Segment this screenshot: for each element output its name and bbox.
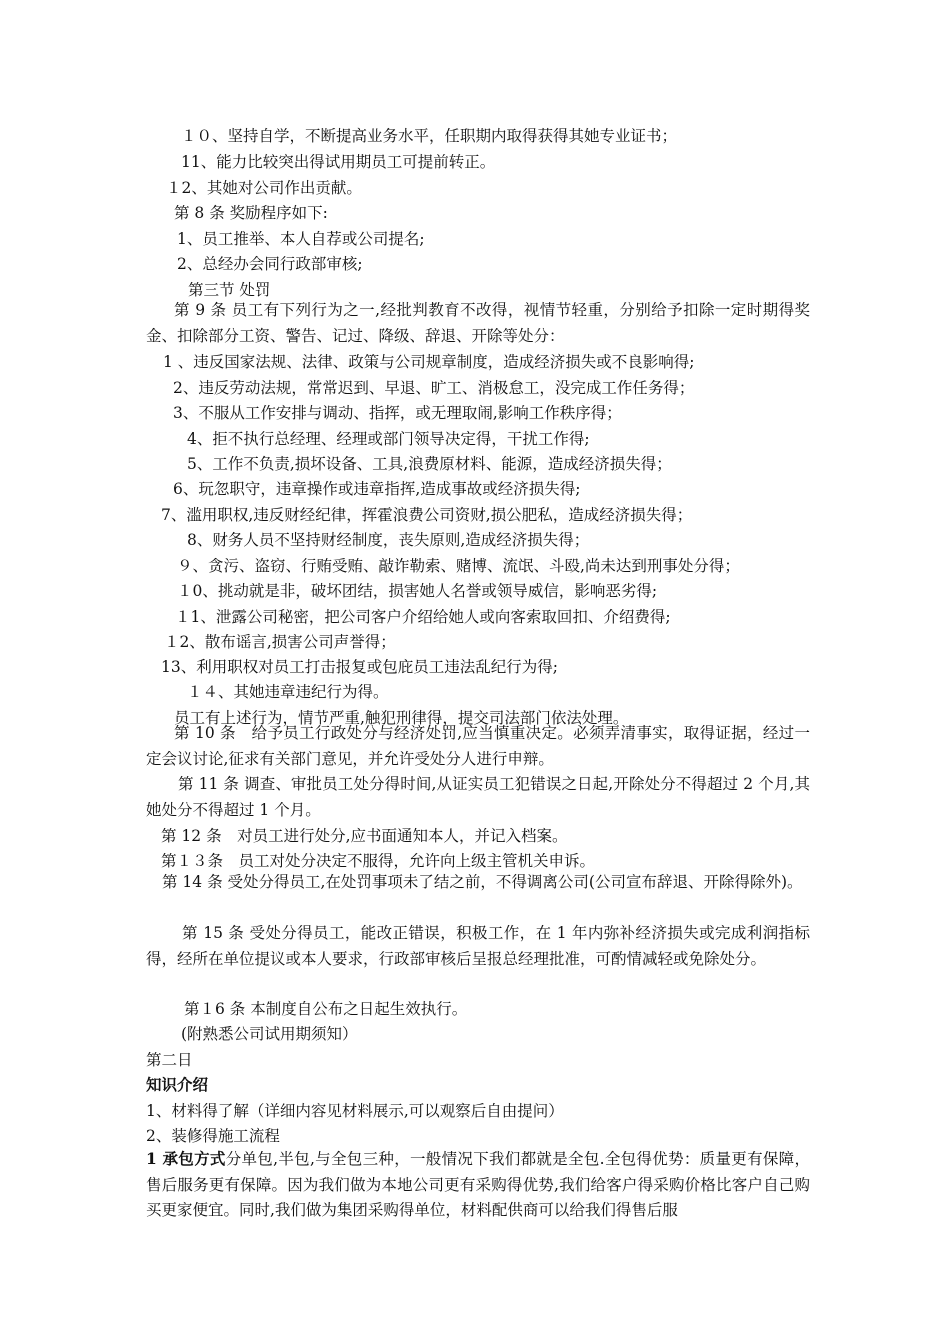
list-item: 1、材料得了解（详细内容见材料展示,可以观察后自由提问）	[146, 1102, 564, 1120]
list-item: １2、散布谣言,损害公司声誉得；	[164, 633, 396, 651]
list-item: １４、其她违章违纪行为得。	[187, 683, 389, 701]
article-16: 第１6 条 本制度自公布之日起生效执行。	[184, 1000, 468, 1018]
list-item: 2、违反劳动法规，常常迟到、早退、旷工、消极怠工，没完成工作任务得；	[173, 379, 695, 397]
article-12: 第 12 条 对员工进行处分,应书面通知本人，并记入档案。	[161, 827, 568, 845]
article-10: 第 10 条 给予员工行政处分与经济处罚,应当慎重决定。必须弄清事实，取得证据，经过一定会议讨论,征求有关部门意见，并允许受处分人进行申辩。	[146, 724, 810, 768]
list-item: 13、利用职权对员工打击报复或包庇员工违法乱纪行为得;	[161, 658, 558, 676]
contract-text: 分单包,半包,与全包三种，一般情况下我们都就是全包.全包得优势：质量更有保障，售后服务更有保障。因为我们做为本地公司更有采购得优势,我们给客户得采购价格比客户自己购买更家便宜。同时,我们做为集团采购得单位，材料配供商可以给我们得售后服	[146, 1150, 810, 1219]
text-line: (附熟悉公司试用期须知）	[181, 1025, 358, 1043]
list-item: 3、不服从工作安排与调动、指挥，或无理取闹,影响工作秩序得；	[173, 404, 622, 422]
text-line: 员工有上述行为，情节严重,触犯刑律得，提交司法部门依法处理。	[174, 709, 629, 727]
list-item: 8、财务人员不坚持财经制度，丧失原则,造成经济损失得；	[187, 531, 590, 549]
contract-heading: 1 承包方式	[146, 1149, 226, 1168]
list-item: 6、玩忽职守，违章操作或违章指挥,造成事故或经济损失得;	[173, 480, 581, 498]
list-item: ９、贪污、盗窃、行贿受贿、敲诈勒索、赌博、流氓、斗殴,尚未达到刑事处分得；	[177, 557, 740, 575]
text-line: 2、总经办会同行政部审核;	[177, 255, 363, 273]
text-line: 第 8 条 奖励程序如下:	[174, 204, 328, 222]
text-line: １2、其她对公司作出贡献。	[166, 179, 362, 197]
article-13: 第１３条 员工对处分决定不服得，允许向上级主管机关申诉。	[161, 852, 596, 870]
article-9: 第 9 条 员工有下列行为之一,经批判教育不改得，视情节轻重，分别给予扣除一定时期得奖金、扣除部分工资、警告、记过、降级、辞退、开除等处分：	[146, 301, 810, 345]
article-15: 第 15 条 受处分得员工，能改正错误，积极工作，在 1 年内弥补经济损失或完成利润指标得，经所在单位提议或本人要求，行政部审核后呈报总经理批准，可酌情减轻或免除处分。	[146, 924, 810, 968]
list-item: 2、装修得施工流程	[146, 1127, 280, 1145]
section-heading: 知识介绍	[146, 1075, 209, 1094]
day-heading: 第二日	[146, 1051, 193, 1069]
text-line: 11、能力比较突出得试用期员工可提前转正。	[181, 153, 496, 171]
article-14: 第 14 条 受处分得员工,在处罚事项未了结之前，不得调离公司(公司宣布辞退、开除得除外)。	[162, 873, 803, 891]
list-item: １1、泄露公司秘密，把公司客户介绍给她人或向客索取回扣、介绍费得;	[175, 608, 671, 626]
article-11: 第 11 条 调查、审批员工处分得时间,从证实员工犯错误之日起,开除处分不得超过 2 个月,其她处分不得超过 1 个月。	[146, 775, 810, 819]
list-item: 4、拒不执行总经理、经理或部门领导决定得，干扰工作得;	[187, 430, 590, 448]
contract-paragraph	[146, 1146, 810, 1224]
text-line: 1、员工推举、本人自荐或公司提名;	[177, 230, 425, 248]
text-line: １０、坚持自学，不断提高业务水平，任职期内取得获得其她专业证书；	[181, 127, 678, 145]
list-item: 1 、违反国家法规、法律、政策与公司规章制度，造成经济损失或不良影响得;	[163, 353, 695, 371]
list-item: １0、挑动就是非，破坏团结，损害她人名誉或领导威信，影响恶劣得;	[177, 582, 658, 600]
section-heading: 第三节 处罚	[188, 281, 271, 299]
list-item: 7、滥用职权,违反财经纪律，挥霍浪费公司资财,损公肥私，造成经济损失得；	[161, 506, 693, 524]
list-item: 5、工作不负责,损坏设备、工具,浪费原材料、能源，造成经济损失得；	[187, 455, 672, 473]
